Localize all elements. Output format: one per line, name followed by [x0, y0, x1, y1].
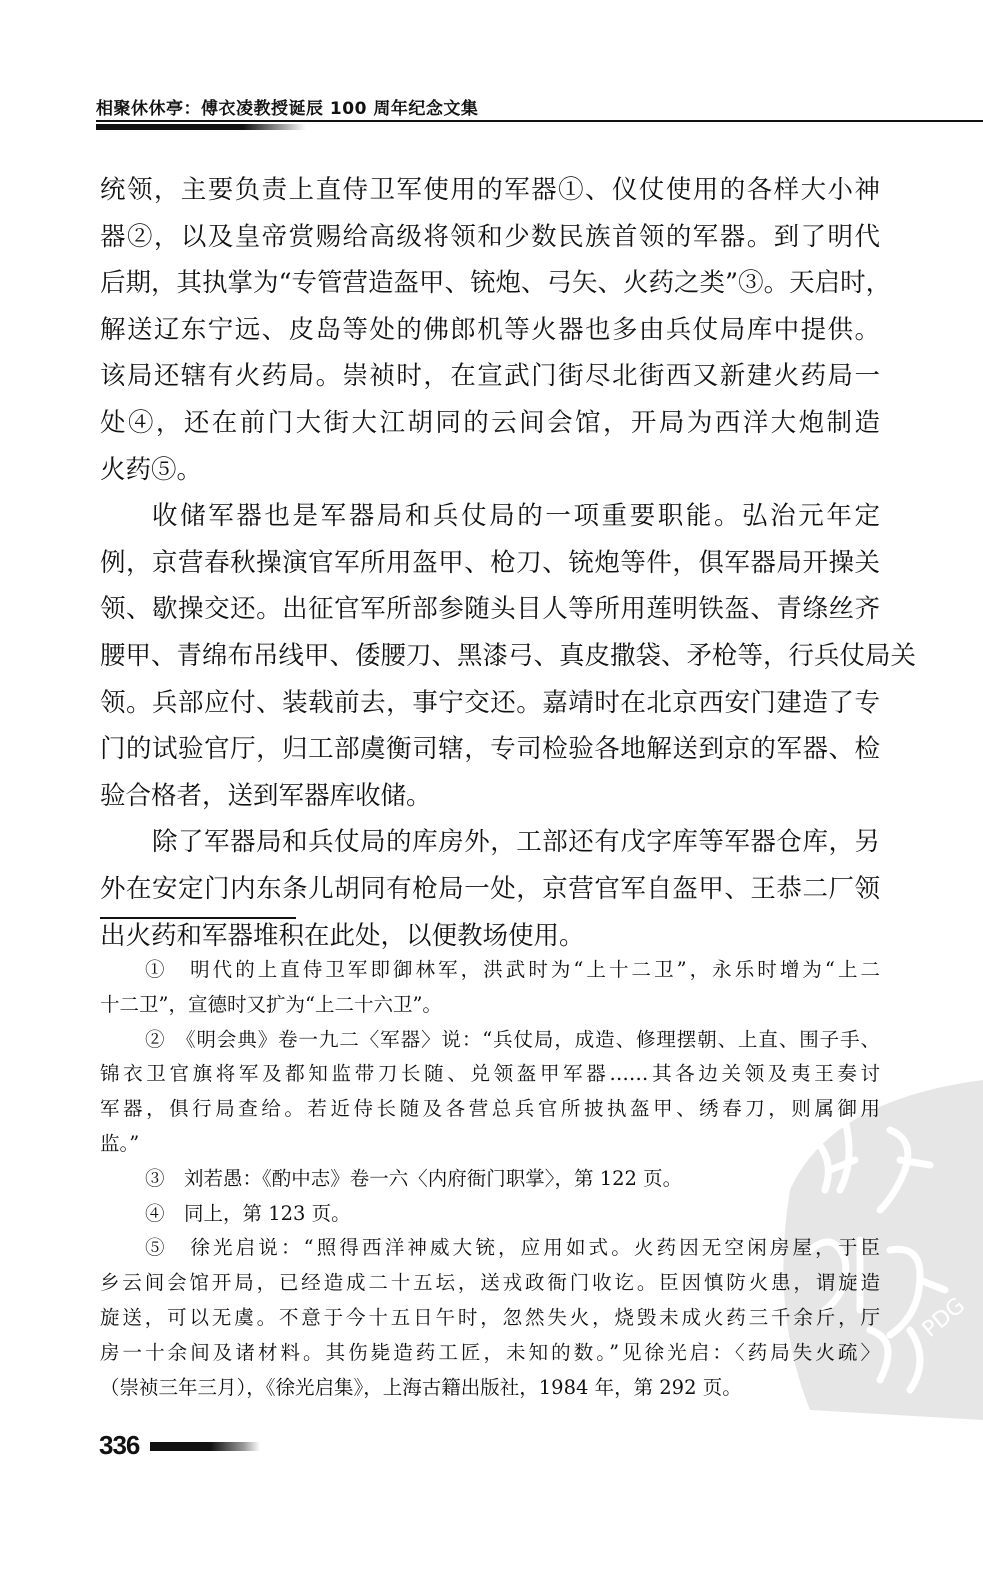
body-line: 除了军器局和兵仗局的库房外，工部还有戊字库等军器仓库，另: [152, 827, 880, 858]
footnote-line: 锦衣卫官旗将军及都知监带刀长随、兑领盔甲军器……其各边关领及夷王奏讨: [100, 1062, 880, 1086]
body-line: 统领，主要负责上直侍卫军使用的军器①、仪仗使用的各样大小神: [100, 175, 880, 205]
footnote-line: ② 《明会典》卷一九二〈军器〉说：“兵仗局，成造、修理摆朝、上直、围子手、: [145, 1027, 880, 1051]
watermark-seal: [770, 1080, 983, 1420]
body-line: 后期，其执掌为“专管营造盔甲、铳炮、弓矢、火药之类”③。天启时，: [100, 268, 892, 299]
body-line: 领、歇操交还。出征官军所部参随头目人等所用莲明铁盔、青绦丝齐: [100, 594, 880, 625]
body-line: 解送辽东宁远、皮岛等处的佛郎机等火器也多由兵仗局库中提供。: [100, 314, 880, 345]
body-line: 火药⑤。: [100, 454, 203, 485]
body-line: 收储军器也是军器局和兵仗局的一项重要职能。弘治元年定: [152, 501, 880, 532]
footnote-line: 旋送，可以无虞。不意于今十五日午时，忽然失火，烧毁未成火药三千余斤，厅: [100, 1306, 880, 1329]
footnote-line: 十二卫”，宣德时又扩为“上二十六卫”。: [100, 992, 442, 1016]
footnote-line: 房一十余间及诸材料。其伤毙造药工匠，未知的数。”见徐光启：〈药局失火疏〉: [100, 1340, 880, 1364]
footnote-line: 乡云间会馆开局，已经造成二十五坛，送戎政衙门收讫。臣因慎防火患，谓旋造: [100, 1271, 880, 1295]
running-header: [96, 94, 983, 119]
footnote-line: （崇祯三年三月），《徐光启集》，上海古籍出版社，1984 年，第 292 页。: [100, 1375, 742, 1399]
body-line: 出火药和军器堆积在此处，以便教场使用。: [100, 920, 585, 951]
page-number: 336: [99, 1430, 140, 1460]
body-line: 门的试验官厅，归工部虞衡司辖，专司检验各地解送到京的军器、检: [100, 734, 880, 765]
body-line: 器②，以及皇帝赏赐给高级将领和少数民族首领的军器。到了明代: [100, 221, 880, 252]
header-rule: [96, 120, 983, 122]
footnote-line: ③ 刘若愚：《酌中志》卷一六〈内府衙门职掌〉，第 122 页。: [145, 1166, 683, 1190]
body-line: 腰甲、青绵布吊线甲、倭腰刀、黑漆弓、真皮撒袋、矛枪等，行兵仗局关: [100, 641, 917, 671]
body-line: 领。兵部应付、装载前去，事宁交还。嘉靖时在北京西安门建造了专: [100, 687, 880, 718]
header-bar: [96, 124, 306, 130]
footnote-divider: [100, 917, 296, 919]
body-line: 外在安定门内东条儿胡同有枪局一处，京营官军自盔甲、王恭二厂领: [100, 874, 880, 904]
body-line: 该局还辖有火药局。崇祯时，在宣武门街尽北街西又新建火药局一: [100, 361, 880, 392]
body-line: 验合格者，送到军器库收储。: [100, 780, 432, 811]
svg-text:PDG: PDG: [917, 1293, 971, 1343]
footnote-line: 监。”: [100, 1132, 140, 1155]
body-line: 处④，还在前门大街大江胡同的云间会馆，开局为西洋大炮制造: [100, 408, 880, 438]
book-title: 相聚休休亭：傅衣凌教授诞辰 100 周年纪念文集: [96, 99, 479, 119]
footnote-line: ⑤ 徐光启说：“照得西洋神威大铳，应用如式。火药因无空闲房屋，于臣: [145, 1236, 880, 1260]
body-line: 例，京营春秋操演官军所用盔甲、枪刀、铳炮等件，俱军器局开操关: [100, 547, 880, 578]
footnote-line: ① 明代的上直侍卫军即御林军，洪武时为“上十二卫”，永乐时增为“上二: [145, 958, 880, 981]
footnote-line: 军器，俱行局查给。若近侍长随及各营总兵官所披执盔甲、绣春刀，则属御用: [100, 1097, 880, 1121]
page-number-bar: [150, 1442, 260, 1451]
watermark-seal-icon: [770, 1080, 983, 1420]
footnote-line: ④ 同上，第 123 页。: [145, 1201, 351, 1225]
